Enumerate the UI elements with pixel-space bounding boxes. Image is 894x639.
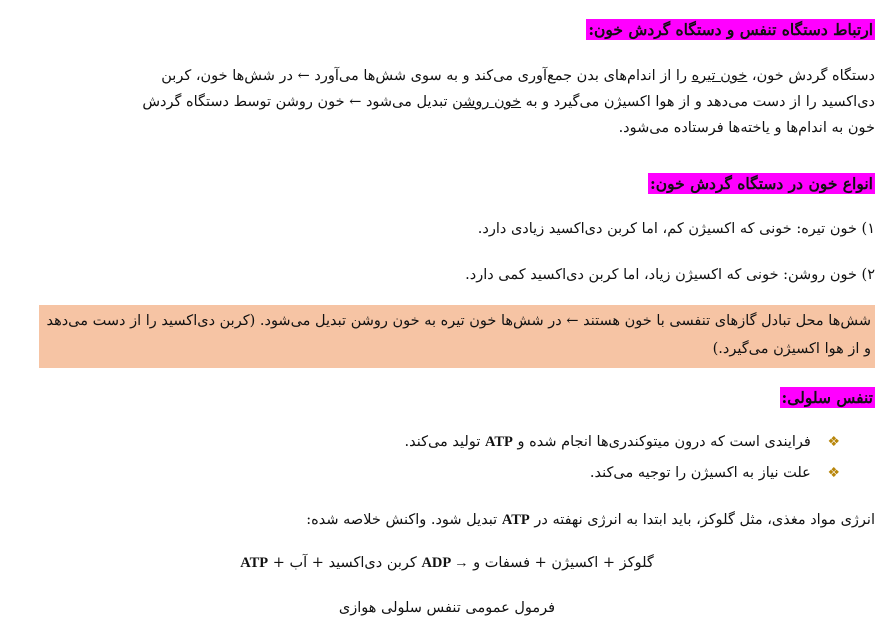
bullet-item-2: ❖ علت نیاز به اکسیژن را توجیه می‌کند.: [589, 465, 840, 481]
list-item-light-blood: ۲) خون روشن: خونی که اکسیژن زیاد، اما کربن دی‌اکسید کمی دارد.: [465, 267, 875, 283]
bullet-item-1: ❖ فرایندی است که درون میتوکندری‌ها انجام شده و ATP تولید می‌کند.: [404, 434, 840, 450]
heading-respiration-circulation: ارتباط دستگاه تنفس و دستگاه گردش خون:: [588, 20, 873, 39]
term-dark-blood: خون تیره: [691, 68, 748, 84]
diamond-bullet-icon: ❖: [827, 434, 840, 450]
para-line-1: دستگاه گردش خون، خون تیره را از اندام‌های بدن جمع‌آوری می‌کند و به سوی شش‌ها می‌آورد ← در شش‌ها خون، کربن: [161, 68, 875, 84]
diamond-bullet-icon: ❖: [827, 465, 840, 481]
equation-caption: فرمول عمومی تنفس سلولی هوازی: [338, 600, 556, 616]
heading-cellular-respiration: تنفس سلولی:: [781, 388, 873, 407]
callout-lungs-exchange: شش‌ها محل تبادل گازهای تنفسی با خون هستند ← در شش‌ها خون تیره به خون روشن تبدیل می‌شود. (کربن دی‌اکسید را از دست می‌دهد و از هوا اکسیژن می‌گیرد.): [39, 305, 875, 368]
para-line-2: دی‌اکسید را از دست می‌دهد و از هوا اکسیژن می‌گیرد و به خون روشن تبدیل می‌شود ← خون روشن توسط دستگاه گردش: [142, 94, 875, 110]
paragraph-circulation: [42, 63, 875, 141]
list-item-dark-blood: ۱) خون تیره: خونی که اکسیژن کم، اما کربن دی‌اکسید زیادی دارد.: [477, 221, 875, 237]
paragraph-energy: انرژی مواد مغذی، مثل گلوکز، باید ابتدا به انرژی نهفته در ATP تبدیل شود. واکنش خلاصه شده:: [306, 512, 875, 528]
para-line-3: خون به اندام‌ها و یاخته‌ها فرستاده می‌شود.: [618, 120, 875, 136]
term-light-blood: خون روشن: [452, 94, 522, 110]
reaction-equation: گلوکز + اکسیژن + فسفات و ADP → کربن دی‌اکسید + آب + ATP: [240, 555, 654, 571]
heading-blood-types: انواع خون در دستگاه گردش خون:: [650, 174, 873, 193]
